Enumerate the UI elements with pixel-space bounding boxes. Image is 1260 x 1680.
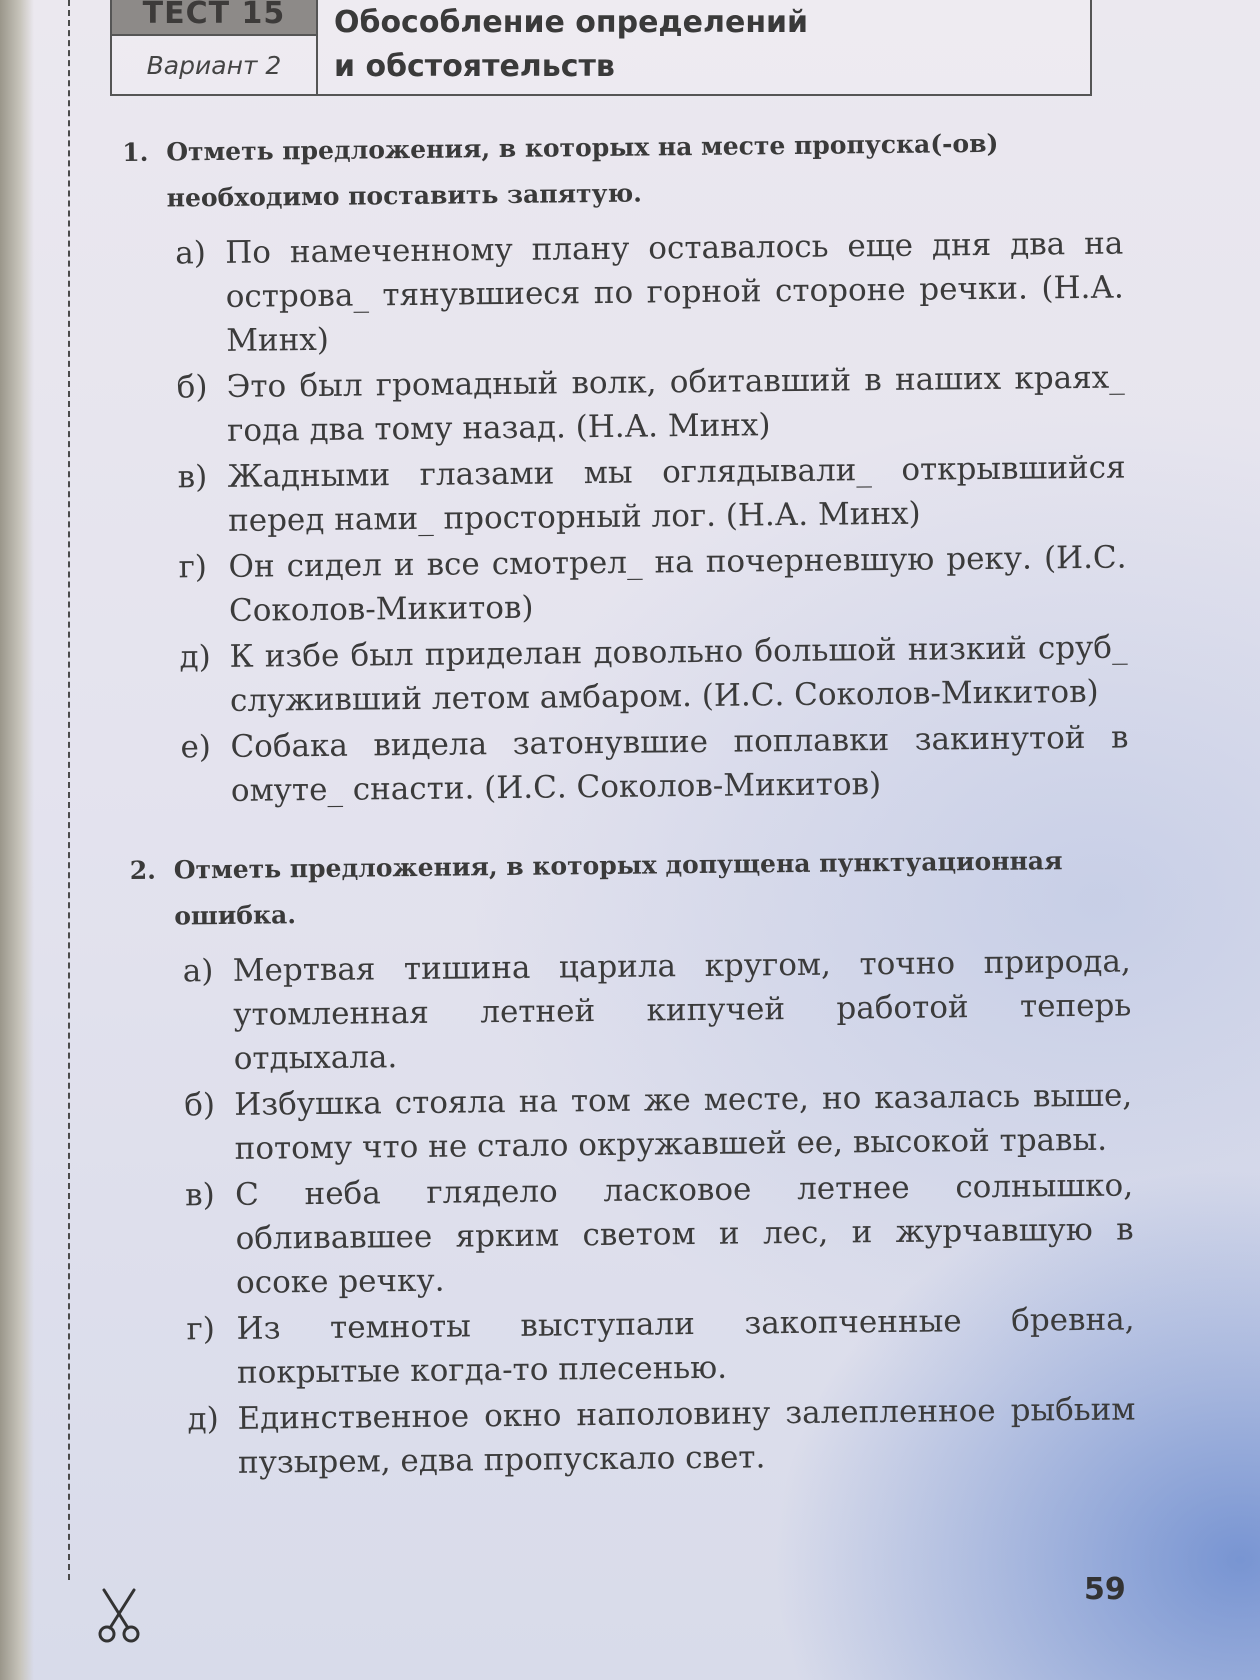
tasks-container [122, 120, 1137, 1520]
task-2 [130, 837, 1137, 1485]
option-item[interactable] [187, 1387, 1136, 1485]
option-text: По намеченному плану оставалось еще дня два на острова_ тянувшиеся по горной стороне речки. (Н.А. Минх) [225, 225, 1124, 359]
option-text: Избушка стояла на том же месте, но казалась выше, потому что не стало окружавшей ее, высокой травы. [234, 1077, 1133, 1167]
option-letter: а) [182, 953, 214, 990]
option-text: Из темноты выступали закопченные бревна, покрытые когда-то плесенью. [236, 1301, 1135, 1391]
variant-label: Вариант 2 [112, 34, 316, 94]
test-title [318, 0, 1090, 94]
option-item[interactable] [179, 626, 1128, 724]
task-question: Отметь предложения, в которых на месте пропуска(-ов) необходимо поставить запятую. [166, 128, 999, 213]
option-item[interactable] [184, 1073, 1133, 1171]
option-item[interactable] [185, 1163, 1134, 1305]
option-item[interactable] [178, 536, 1127, 634]
options-list [131, 939, 1137, 1485]
title-line-1: Обособление определений [334, 5, 809, 40]
option-letter: в) [177, 459, 208, 496]
header-left [112, 0, 318, 94]
option-item[interactable] [175, 222, 1124, 364]
option-text: С неба глядело ласковое летнее солнышко, обливавшее ярким светом и лес, и журчавшую в осоке речку. [234, 1167, 1134, 1301]
test-header [110, 0, 1092, 96]
option-letter: д) [179, 639, 211, 676]
option-letter: г) [178, 549, 208, 586]
scissors-icon [96, 1588, 142, 1644]
test-label: ТЕСТ 15 [112, 0, 316, 34]
option-text: Жадными глазами мы оглядывали_ открывшийся перед нами_ просторный лог. (Н.А. Минх) [227, 449, 1126, 539]
option-item[interactable] [176, 356, 1125, 454]
task-1 [122, 120, 1129, 814]
options-list [123, 222, 1129, 814]
option-letter: б) [184, 1087, 216, 1124]
option-letter: е) [180, 729, 212, 766]
task-number: 1. [122, 137, 149, 167]
task-number: 2. [129, 855, 157, 885]
task-header [122, 120, 1123, 222]
option-letter: б) [176, 369, 208, 406]
task-header [130, 837, 1131, 939]
title-line-2: и обстоятельств [334, 49, 615, 84]
option-item[interactable] [177, 446, 1126, 544]
task-question: Отметь предложения, в которых допущена пунктуационная ошибка. [173, 846, 1063, 931]
option-text: К избе был приделан довольно большой низкий сруб_ служивший летом амбаром. (И.С. Соколов-Микитов) [229, 629, 1128, 719]
option-item[interactable] [180, 715, 1129, 813]
cut-line [68, 0, 70, 1580]
option-letter: г) [186, 1311, 216, 1348]
page-number: 59 [1084, 1572, 1126, 1607]
option-item[interactable] [186, 1297, 1135, 1395]
option-letter: а) [175, 235, 207, 272]
option-text: Мертвая тишина царила кругом, точно природа, утомленная летней кипучей работой теперь отдыхала. [232, 943, 1132, 1077]
option-text: Это был громадный волк, обитавший в наших краях_ года два тому назад. (Н.А. Минх) [226, 359, 1125, 449]
option-letter: в) [184, 1177, 215, 1214]
option-text: Собака видела затонувшие поплавки закинутой в омуте_ снасти. (И.С. Соколов-Микитов) [230, 719, 1129, 809]
option-item[interactable] [183, 939, 1132, 1081]
option-letter: д) [187, 1401, 219, 1438]
option-text: Единственное окно наполовину залепленное рыбьим пузырем, едва пропускало свет. [237, 1391, 1136, 1481]
option-text: Он сидел и все смотрел_ на почерневшую реку. (И.С. Соколов-Микитов) [228, 539, 1127, 629]
